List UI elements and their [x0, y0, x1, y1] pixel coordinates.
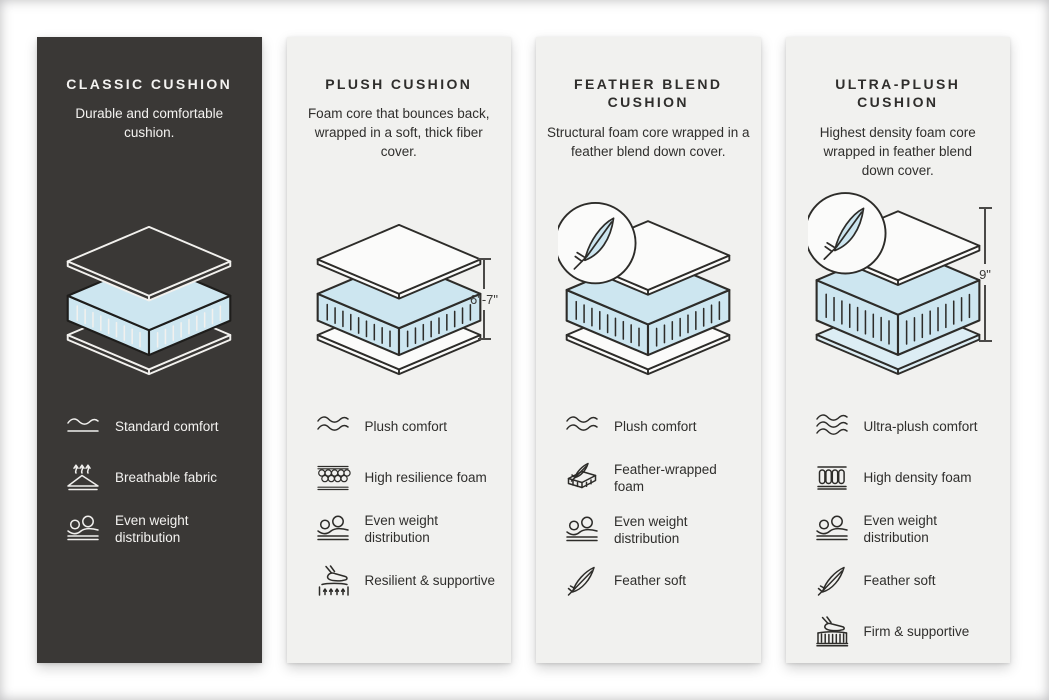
feature-label: High density foam — [863, 470, 972, 486]
card-header — [786, 37, 1011, 189]
double-wave-icon — [314, 410, 352, 444]
feature-list — [786, 402, 1011, 649]
feature-label: Ultra-plush comfort — [863, 419, 978, 435]
feature-row — [314, 512, 498, 547]
card-header — [37, 37, 262, 189]
feature-row — [563, 564, 747, 598]
feather-icon — [563, 564, 601, 598]
card-description: Structural foam core wrapped in a feather blend down cover. — [546, 124, 750, 159]
feature-row — [813, 512, 997, 547]
breathable-fabric-icon — [64, 461, 102, 495]
card-feather-blend — [536, 37, 761, 663]
card-header — [287, 37, 512, 189]
even-weight-icon — [813, 512, 851, 546]
feature-row — [563, 513, 747, 548]
cushion-comparison-board — [37, 37, 1010, 663]
feature-label: Even weight distribution — [614, 513, 688, 546]
firm-supportive-icon — [813, 615, 851, 649]
density-foam-icon — [813, 461, 851, 495]
measure-cap-bottom — [979, 340, 992, 342]
feature-row — [813, 461, 997, 495]
resilient-supportive-icon — [314, 564, 352, 598]
card-plush — [287, 37, 512, 663]
cushion-layers-svg — [309, 223, 489, 378]
measure-line — [984, 209, 986, 264]
feature-label: Feather soft — [614, 573, 687, 589]
double-wave-icon — [563, 410, 601, 444]
feature-label: Feather-wrapped foam — [614, 462, 717, 495]
resilience-foam-icon — [314, 461, 352, 495]
cushion-illustration — [287, 189, 512, 402]
feature-list — [287, 402, 512, 598]
feature-row — [563, 410, 747, 444]
height-measurement — [466, 258, 502, 340]
feather-foam-icon — [563, 461, 601, 495]
measure-cap-bottom — [478, 338, 491, 340]
card-description: Highest density foam core wrapped in feather blend down cover. — [819, 124, 976, 178]
feature-label: Even weight distribution — [863, 513, 938, 546]
cushion-layers-svg — [558, 201, 738, 378]
measurement-value: 9" — [979, 267, 991, 282]
feature-row — [64, 461, 248, 495]
cushion-illustration — [786, 189, 1011, 402]
cushion-layers-svg — [808, 191, 988, 378]
measure-line — [483, 260, 485, 289]
feature-label: Resilient & supportive — [364, 572, 496, 588]
height-measurement — [967, 207, 1003, 342]
feature-row — [314, 410, 498, 444]
feature-label: Breathable fabric — [115, 470, 218, 486]
even-weight-icon — [64, 512, 102, 546]
card-header — [536, 37, 761, 189]
feature-list — [37, 402, 262, 547]
even-weight-icon — [563, 513, 601, 547]
card-title: FEATHER BLEND CUSHION — [574, 76, 723, 111]
feature-row — [563, 461, 747, 496]
feature-row — [813, 410, 997, 444]
measure-line — [984, 285, 986, 340]
card-title: PLUSH CUSHION — [325, 76, 473, 92]
feature-label: Even weight distribution — [364, 513, 439, 546]
even-weight-icon — [314, 512, 352, 546]
measurement-value: 6"-7" — [469, 291, 499, 307]
feature-row — [314, 461, 498, 495]
feature-label: Feather soft — [863, 572, 936, 588]
feature-row — [64, 512, 248, 547]
feature-list — [536, 402, 761, 598]
measure-line — [483, 310, 485, 339]
cushion-layers-svg — [59, 225, 239, 378]
card-description: Durable and comfortable cushion. — [75, 106, 224, 141]
wave-comfort-icon — [64, 410, 102, 444]
triple-wave-icon — [813, 410, 851, 444]
feature-label: Plush comfort — [364, 419, 448, 435]
feature-label: Plush comfort — [614, 419, 697, 435]
feature-label: Even weight distribution — [115, 513, 189, 546]
feature-row — [813, 615, 997, 649]
card-title: CLASSIC CUSHION — [66, 76, 233, 92]
feature-row — [64, 410, 248, 444]
cushion-illustration — [37, 189, 262, 402]
feature-row — [813, 564, 997, 598]
feature-label: High resilience foam — [364, 470, 487, 486]
card-description: Foam core that bounces back, wrapped in a soft, thick fiber cover. — [307, 106, 490, 160]
cushion-illustration — [536, 189, 761, 402]
card-classic — [37, 37, 262, 663]
card-ultra-plush — [786, 37, 1011, 663]
feature-label: Firm & supportive — [863, 623, 970, 639]
feather-icon — [813, 564, 851, 598]
feature-row — [314, 564, 498, 598]
feature-label: Standard comfort — [115, 419, 219, 435]
card-title: ULTRA-PLUSH CUSHION — [835, 76, 961, 111]
